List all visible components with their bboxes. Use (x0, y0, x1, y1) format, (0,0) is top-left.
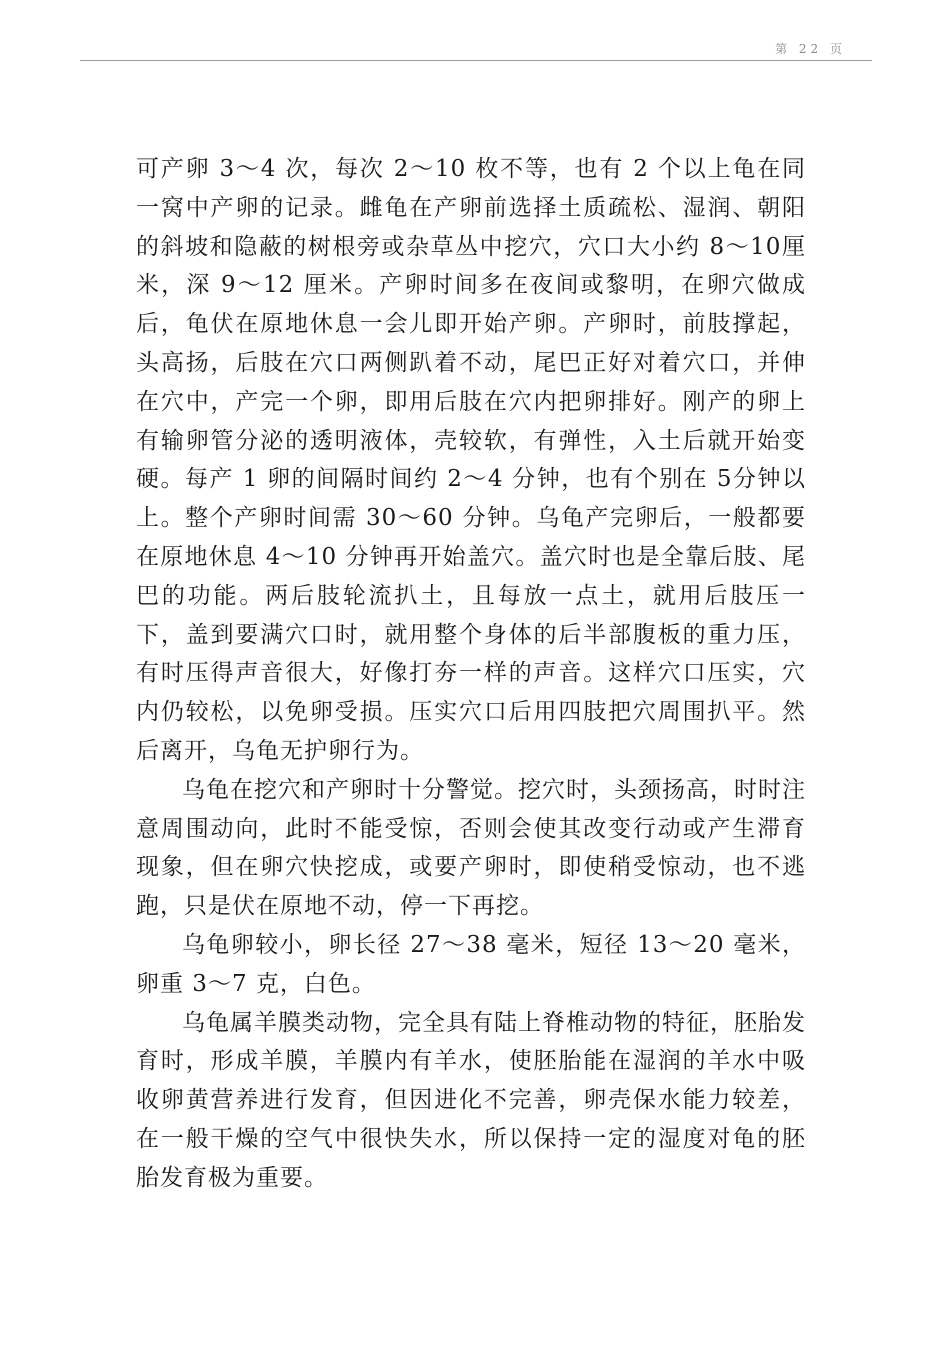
paragraph-continued: 可产卵 3～4 次，每次 2～10 枚不等，也有 2 个以上龟在同一窝中产卵的记录。雌龟在产卵前选择土质疏松、湿润、朝阳的斜坡和隐蔽的树根旁或杂草丛中挖穴，穴口大小约 8～10厘米，深 9～12 厘米。产卵时间多在夜间或黎明，在卵穴做成后，龟伏在原地休息一会儿即开始产卵。产卵时，前肢撑起，头高扬，后肢在穴口两侧趴着不动，尾巴正好对着穴口，并伸在穴中，产完一个卵，即用后肢在穴内把卵排好。刚产的卵上有输卵管分泌的透明液体，壳较软，有弹性，入土后就开始变硬。每产 1 卵的间隔时间约 2～4 分钟，也有个别在 5分钟以上。整个产卵时间需 30～60 分钟。乌龟产完卵后，一般都要在原地休息 4～10 分钟再开始盖穴。盖穴时也是全靠后肢、尾巴的功能。两后肢轮流扒土，且每放一点土，就用后肢压一下，盖到要满穴口时，就用整个身体的后半部腹板的重力压，有时压得声音很大，好像打夯一样的声音。这样穴口压实，穴内仍较松，以免卵受损。压实穴口后用四肢把穴周围扒平。然后离开，乌龟无护卵行为。 (136, 156, 806, 764)
paragraph-amniote: 乌龟属羊膜类动物，完全具有陆上脊椎动物的特征，胚胎发育时，形成羊膜，羊膜内有羊水，使胚胎能在湿润的羊水中吸收卵黄营养进行发育，但因进化不完善，卵壳保水能力较差，在一般干燥的空气中很快失水，所以保持一定的湿度对龟的胚胎发育极为重要。 (136, 1009, 806, 1191)
header-divider (80, 60, 872, 61)
paragraph-egg-size: 乌龟卵较小，卵长径 27～38 毫米，短径 13～20 毫米，卵重 3～7 克，白色。 (136, 931, 806, 997)
paragraph-digging-alertness: 乌龟在挖穴和产卵时十分警觉。挖穴时，头颈扬高，时时注意周围动向，此时不能受惊，否则会使其改变行动或产生滞育现象，但在卵穴快挖成，或要产卵时，即使稍受惊动，也不逃跑，只是伏在原地不动，停一下再挖。 (136, 776, 806, 920)
body-text (136, 150, 806, 1198)
page-header (80, 38, 872, 60)
page-number: 第 22 页 (775, 42, 846, 56)
